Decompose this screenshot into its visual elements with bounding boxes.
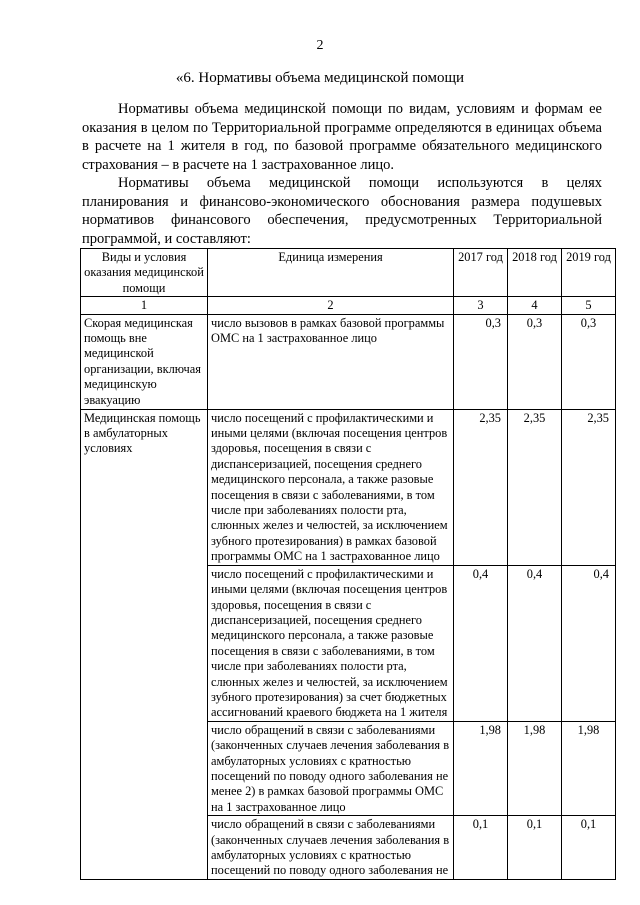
value-2017: 1,98 [454,721,508,815]
value-2019: 0,3 [562,314,616,409]
value-2017: 0,3 [454,314,508,409]
paragraph-2: Нормативы объема медицинской помощи используются в целях планирования и финансово-экономического обоснования размера подушевых нормативов финансового обеспечения, предусмотренных Территориальной программой, и составляют: [82,175,602,247]
column-number: 4 [508,297,562,314]
unit-cell: число обращений в связи с заболеваниями (законченных случаев лечения заболевания в амбулаторных условиях с кратностью посещений по поводу одного заболевания не менее 2) в рамках базовой программы ОМС на 1 застрахованное лицо [208,721,454,815]
header-2018: 2018 год [508,249,562,297]
section-title: «6. Нормативы объема медицинской помощи [175,70,465,86]
unit-cell: число обращений в связи с заболеваниями (законченных случаев лечения заболевания в амбулаторных условиях с кратностью посещений по поводу одного заболевания не [208,816,454,880]
header-2019: 2019 год [562,249,616,297]
column-number: 2 [208,297,454,314]
unit-cell: число посещений с профилактическими и иными целями (включая посещения центров здоровья, посещения в связи с диспансеризацией, посещения среднего медицинского персонала, а также разовые посещения в связи с заболеваниями, в том числе при заболеваниях полости рта, слюнных желез и челюстей, за исключением зубного протезирования) за счет бюджетных ассигнований краевого бюджета на 1 жителя [208,565,454,721]
value-2018: 0,1 [508,816,562,880]
header-type: Виды и условия оказания медицинской помощи [81,249,208,297]
column-number: 5 [562,297,616,314]
value-2018: 0,3 [508,314,562,409]
column-number-row [81,297,616,314]
paragraph-1: Нормативы объема медицинской помощи по видам, условиям и формам ее оказания в целом по Территориальной программе определяются в единицах объема в расчете на 1 жителя в год, по базовой программе обязательного медицинского страхования – в расчете на 1 застрахованное лицо. [82,101,602,173]
value-2017: 0,1 [454,816,508,880]
value-2019: 0,4 [562,565,616,721]
unit-cell: число посещений с профилактическими и иными целями (включая посещения центров здоровья, посещения в связи с диспансеризацией, посещения среднего медицинского персонала, а также разовые посещения в связи с заболеваниями, в том числе при заболеваниях полости рта, слюнных желез и челюстей, за исключением зубного протезирования) в рамках базовой программы ОМС на 1 застрахованное лицо [208,409,454,565]
value-2019: 1,98 [562,721,616,815]
norms-table [80,248,616,880]
table-row [81,314,616,409]
column-number: 3 [454,297,508,314]
value-2018: 0,4 [508,565,562,721]
header-2017: 2017 год [454,249,508,297]
value-2018: 1,98 [508,721,562,815]
table-row [81,409,616,565]
header-unit: Единица измерения [208,249,454,297]
unit-cell: число вызовов в рамках базовой программы ОМС на 1 застрахованное лицо [208,314,454,409]
value-2019: 2,35 [562,409,616,565]
value-2017: 0,4 [454,565,508,721]
value-2019: 0,1 [562,816,616,880]
column-number: 1 [81,297,208,314]
table-header-row [81,249,616,297]
value-2018: 2,35 [508,409,562,565]
page-number: 2 [316,38,324,53]
care-type-cell: Скорая медицинская помощь вне медицинской организации, включая медицинскую эвакуацию [81,314,208,409]
care-type-cell: Медицинская помощь в амбулаторных условиях [81,409,208,879]
value-2017: 2,35 [454,409,508,565]
